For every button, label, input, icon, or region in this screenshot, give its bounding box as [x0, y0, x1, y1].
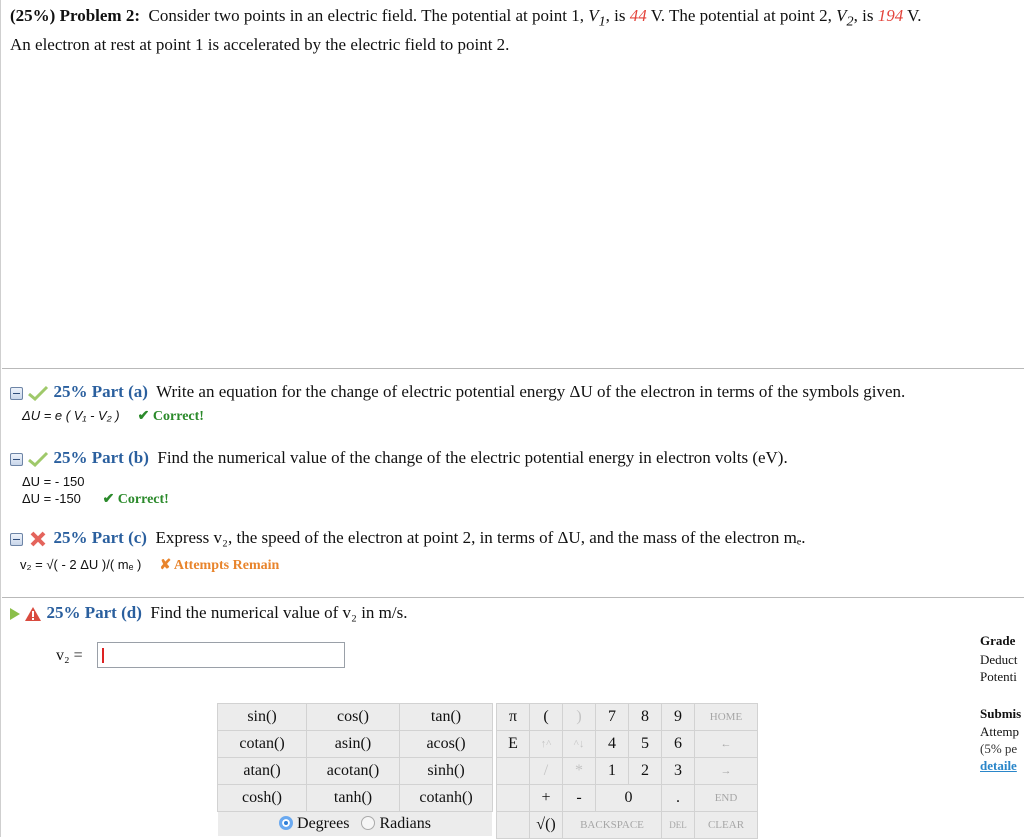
radians-radio[interactable]: [361, 816, 375, 830]
problem-statement: [10, 4, 1020, 56]
digit-7-button[interactable]: 7: [596, 704, 629, 731]
cross-icon: [27, 531, 49, 547]
e-button[interactable]: E: [497, 731, 530, 758]
digit-2-button[interactable]: 2: [629, 758, 662, 785]
collapse-icon[interactable]: [10, 533, 23, 546]
part-c-answer-row: [20, 557, 279, 574]
submissions-penalty: (5% pe: [980, 741, 1018, 756]
power-down-button[interactable]: ^↓: [563, 731, 596, 758]
empty-key: [497, 812, 530, 839]
cosh-button[interactable]: cosh(): [218, 785, 307, 812]
part-b-label: 25% Part (b): [53, 448, 149, 467]
cursor-left-button[interactable]: ←: [695, 731, 758, 758]
collapse-icon[interactable]: [10, 453, 23, 466]
pi-button[interactable]: π: [497, 704, 530, 731]
problem-text-line2: An electron at rest at point 1 is accelerated by the electric field to point 2.: [10, 35, 510, 55]
asin-button[interactable]: asin(): [307, 731, 400, 758]
answer-input-label: v₂ =: [56, 647, 83, 664]
part-b-header: [10, 448, 788, 468]
part-c-question: Express v₂, the speed of the electron at point 2, in terms of ΔU, and the mass of the electron mₑ.: [155, 528, 806, 547]
part-d-question: Find the numerical value of v₂ in m/s.: [150, 603, 408, 622]
divide-button[interactable]: /: [530, 758, 563, 785]
home-button[interactable]: HOME: [695, 704, 758, 731]
v2-symbol: V: [836, 6, 847, 25]
problem-weight: (25%): [10, 6, 56, 25]
tanh-button[interactable]: tanh(): [307, 785, 400, 812]
text-caret: [102, 648, 104, 663]
v2-value: 194: [877, 6, 904, 25]
checkmark-icon: [27, 385, 49, 401]
plus-button[interactable]: +: [530, 785, 563, 812]
part-a-status: ✔ Correct!: [137, 409, 204, 424]
digit-9-button[interactable]: 9: [662, 704, 695, 731]
digit-6-button[interactable]: 6: [662, 731, 695, 758]
grade-deduction: Deduct: [980, 652, 1018, 667]
part-a-question: Write an equation for the change of electric potential energy ΔU of the electron in terms of the symbols given.: [156, 382, 906, 401]
sinh-button[interactable]: sinh(): [400, 758, 493, 785]
collapse-icon[interactable]: [10, 387, 23, 400]
sqrt-button[interactable]: √(): [530, 812, 563, 839]
radians-label: Radians: [379, 815, 431, 832]
sin-button[interactable]: sin(): [218, 704, 307, 731]
degrees-label: Degrees: [297, 815, 350, 832]
atan-button[interactable]: atan(): [218, 758, 307, 785]
part-b-status: ✔ Correct!: [102, 492, 169, 507]
problem-text: , is: [853, 6, 878, 25]
play-icon[interactable]: [10, 608, 20, 620]
problem-text: V.: [903, 6, 922, 25]
minus-button[interactable]: -: [563, 785, 596, 812]
section-divider: [2, 368, 1024, 369]
cursor-right-button[interactable]: →: [695, 758, 758, 785]
clear-button[interactable]: CLEAR: [695, 812, 758, 839]
digit-5-button[interactable]: 5: [629, 731, 662, 758]
end-button[interactable]: END: [695, 785, 758, 812]
v2-subscript: 2: [846, 13, 854, 30]
v1-subscript: 1: [598, 13, 606, 30]
v1-symbol: V: [588, 6, 599, 25]
answer-input[interactable]: [97, 642, 345, 668]
multiply-button[interactable]: *: [563, 758, 596, 785]
tan-button[interactable]: tan(): [400, 704, 493, 731]
acos-button[interactable]: acos(): [400, 731, 493, 758]
problem-text: , is: [605, 6, 630, 25]
part-c-label: 25% Part (c): [53, 528, 147, 547]
acotan-button[interactable]: acotan(): [307, 758, 400, 785]
warning-icon: [24, 606, 42, 622]
part-d-label: 25% Part (d): [46, 603, 142, 622]
problem-text: V. The potential at point 2,: [646, 6, 837, 25]
backspace-button[interactable]: BACKSPACE: [563, 812, 662, 839]
function-keypad: [217, 703, 493, 812]
part-b-question: Find the numerical value of the change of the electric potential energy in electron volts (eV).: [157, 448, 788, 467]
angle-mode-row: [218, 812, 492, 836]
problem-title: Problem 2:: [59, 6, 140, 25]
part-a-answer-row: [22, 408, 204, 425]
digit-1-button[interactable]: 1: [596, 758, 629, 785]
part-c-answer: v₂ = √( - 2 ΔU )/( mₑ ): [20, 557, 142, 572]
checkmark-icon: [27, 451, 49, 467]
cotan-button[interactable]: cotan(): [218, 731, 307, 758]
grade-potential: Potenti: [980, 669, 1017, 684]
v1-value: 44: [629, 6, 647, 25]
digit-8-button[interactable]: 8: [629, 704, 662, 731]
cos-button[interactable]: cos(): [307, 704, 400, 731]
section-divider: [2, 597, 1024, 598]
numeric-keypad: [496, 703, 758, 839]
problem-text: Consider two points in an electric field. The potential at point 1,: [148, 6, 589, 25]
submissions-detail-link[interactable]: detaile: [980, 758, 1017, 773]
part-c-status: ✘ Attempts Remain: [159, 558, 280, 573]
delete-button[interactable]: DEL: [662, 812, 695, 839]
submissions-title: Submis: [980, 706, 1022, 721]
digit-4-button[interactable]: 4: [596, 731, 629, 758]
digit-0-button[interactable]: 0: [596, 785, 662, 812]
cotanh-button[interactable]: cotanh(): [400, 785, 493, 812]
part-b-answer-row: [22, 491, 169, 508]
part-a-label: 25% Part (a): [53, 382, 148, 401]
left-paren-button[interactable]: (: [530, 704, 563, 731]
part-b-answer1: ΔU = - 150: [22, 474, 85, 489]
power-up-button[interactable]: ↑^: [530, 731, 563, 758]
submissions-attempts: Attemp: [980, 724, 1019, 739]
degrees-radio[interactable]: [279, 816, 293, 830]
empty-key: [497, 758, 530, 785]
part-c-header: [10, 528, 806, 548]
part-a-answer: ΔU = e ( V₁ - V₂ ): [22, 408, 120, 423]
part-d-header: [10, 603, 407, 623]
grade-summary-title: Grade: [980, 633, 1016, 648]
digit-3-button[interactable]: 3: [662, 758, 695, 785]
part-a-header: [10, 382, 905, 402]
right-paren-button[interactable]: ): [563, 704, 596, 731]
empty-key: [497, 785, 530, 812]
decimal-point-button[interactable]: .: [662, 785, 695, 812]
part-b-answer2: ΔU = -150: [22, 491, 81, 506]
